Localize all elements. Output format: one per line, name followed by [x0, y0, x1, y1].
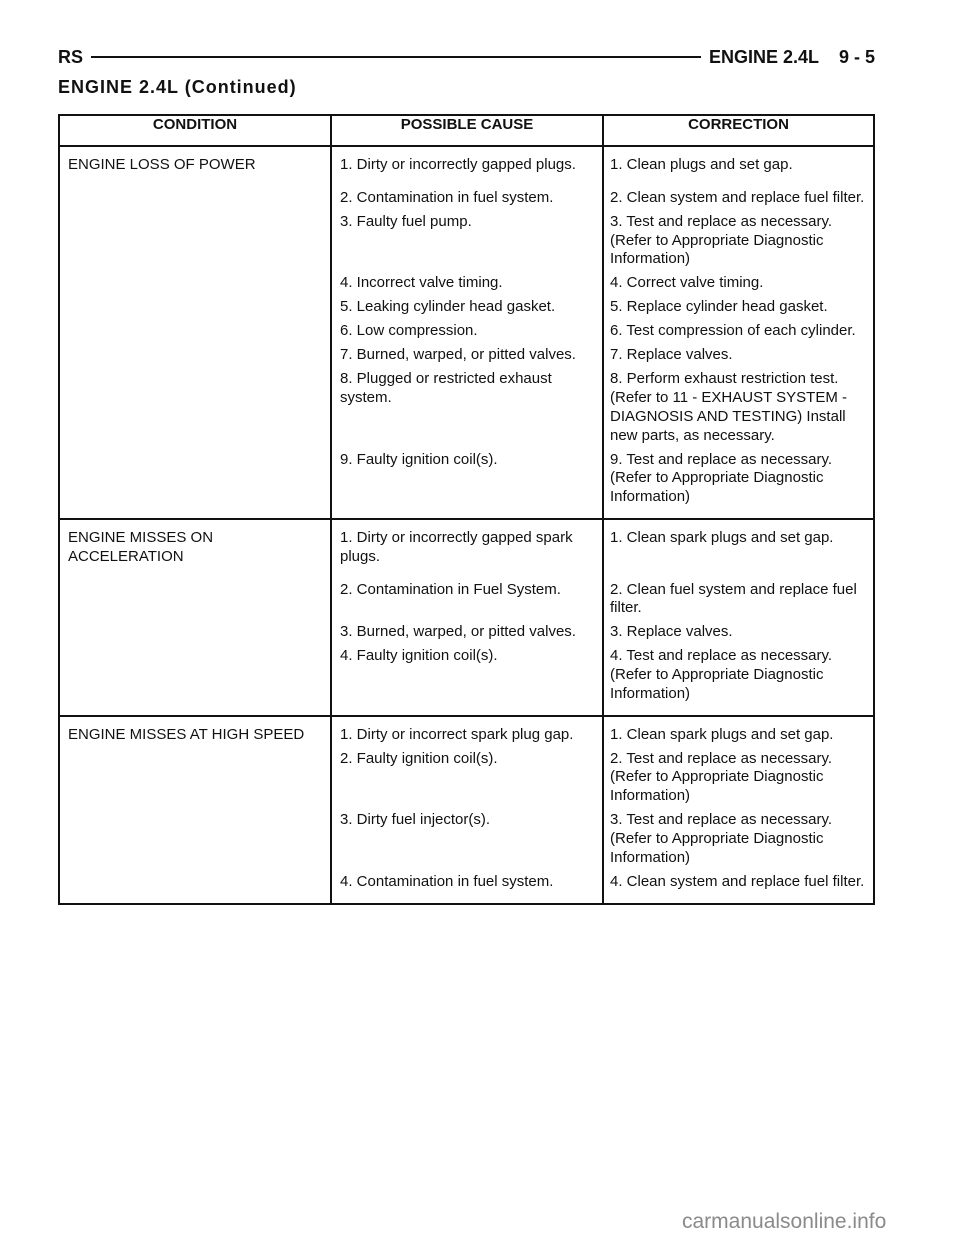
table-row-group [59, 146, 874, 519]
table-row [332, 451, 873, 507]
cause-cell: 6. Low compression. [340, 322, 478, 340]
cause-cell: 9. Faulty ignition coil(s). [340, 450, 498, 468]
table-row [332, 298, 873, 317]
table-row [332, 811, 873, 867]
table-row [332, 623, 873, 642]
cause-cell: 2. Contamination in Fuel System. [340, 580, 561, 598]
correction-cell: 3. Replace valves. [610, 623, 733, 641]
correction-cell: 7. Replace valves. [610, 346, 733, 364]
header-left: RS [58, 46, 84, 67]
header-rule [91, 56, 701, 59]
correction-cell: 2. Test and replace as necessary. (Refer to Appropriate Diagnostic Information) [610, 749, 833, 805]
table-row [332, 213, 873, 269]
cause-cell: 3. Dirty fuel injector(s). [340, 811, 491, 829]
condition-column-cell [59, 146, 331, 519]
section-title: ENGINE 2.4L (Continued) [58, 77, 297, 97]
correction-cell: 4. Test and replace as necessary. (Refer to Appropriate Diagnostic Information) [610, 647, 833, 702]
page-header [58, 46, 875, 68]
table-row [332, 529, 873, 566]
correction-cell: 4. Correct valve timing. [610, 274, 764, 292]
table-row [332, 873, 873, 892]
correction-cell: 4. Clean system and replace fuel filter. [610, 872, 865, 890]
table-row [332, 647, 873, 703]
condition-cell: ENGINE LOSS OF POWER [68, 156, 256, 173]
correction-cell: 2. Clean system and replace fuel filter. [610, 189, 865, 206]
cause-cell: 5. Leaking cylinder head gasket. [340, 298, 556, 316]
cause-cell: 3. Burned, warped, or pitted valves. [340, 623, 576, 641]
column-header: CONDITION [59, 115, 331, 146]
table-row [332, 726, 873, 745]
table-row [332, 370, 873, 445]
cause-cell: 1. Dirty or incorrect spark plug gap. [340, 725, 574, 743]
cause-cell: 2. Faulty ignition coil(s). [340, 749, 498, 767]
correction-cell: 5. Replace cylinder head gasket. [610, 298, 828, 316]
table-row [332, 156, 873, 175]
table-row [332, 581, 873, 618]
cause-correction-cells [331, 146, 874, 519]
correction-cell: 9. Test and replace as necessary. (Refer to Appropriate Diagnostic Information) [610, 450, 833, 505]
cause-correction-cells [331, 716, 874, 904]
column-header: CORRECTION [603, 115, 874, 146]
cause-cell: 1. Dirty or incorrectly gapped spark plugs. [340, 528, 573, 565]
cause-cell: 4. Faulty ignition coil(s). [340, 647, 498, 665]
cause-cell: 8. Plugged or restricted exhaust system. [340, 370, 552, 407]
correction-cell: 6. Test compression of each cylinder. [610, 322, 856, 340]
correction-cell: 1. Clean spark plugs and set gap. [610, 725, 834, 743]
condition-cell: ENGINE MISSES AT HIGH SPEED [68, 725, 305, 743]
table-row-group [59, 716, 874, 904]
table-row [332, 750, 873, 806]
page-number: 9 - 5 [838, 46, 875, 67]
correction-cell: 2. Clean fuel system and replace fuel filter. [610, 580, 857, 617]
column-header: POSSIBLE CAUSE [331, 115, 603, 146]
correction-cell: 3. Test and replace as necessary. (Refer to Appropriate Diagnostic Information) [610, 811, 833, 866]
condition-column-cell [59, 716, 331, 904]
cause-cell: 7. Burned, warped, or pitted valves. [340, 346, 576, 364]
table-row [332, 346, 873, 365]
table-row-group [59, 519, 874, 716]
cause-correction-cells [331, 519, 874, 716]
cause-cell: 3. Faulty fuel pump. [340, 213, 472, 230]
diagnosis-table [58, 114, 875, 905]
cause-cell: 2. Contamination in fuel system. [340, 189, 554, 206]
correction-cell: 3. Test and replace as necessary. (Refer to Appropriate Diagnostic Information) [610, 213, 833, 268]
condition-column-cell [59, 519, 331, 716]
cause-cell: 4. Incorrect valve timing. [340, 274, 503, 292]
correction-cell: 1. Clean plugs and set gap. [610, 156, 793, 173]
correction-cell: 1. Clean spark plugs and set gap. [610, 528, 834, 546]
table-row [332, 274, 873, 293]
cause-cell: 4. Contamination in fuel system. [340, 872, 554, 890]
watermark: carmanualsonline.info [682, 1210, 887, 1233]
cause-cell: 1. Dirty or incorrectly gapped plugs. [340, 156, 576, 173]
table-row [332, 189, 873, 208]
table-row [332, 322, 873, 341]
header-title: ENGINE 2.4L [708, 46, 819, 67]
condition-cell: ENGINE MISSES ON ACCELERATION [68, 528, 214, 565]
correction-cell: 8. Perform exhaust restriction test. (Refer to 11 - EXHAUST SYSTEM - DIAGNOSIS AND TESTING) Install new parts, as necessary. [610, 370, 848, 444]
